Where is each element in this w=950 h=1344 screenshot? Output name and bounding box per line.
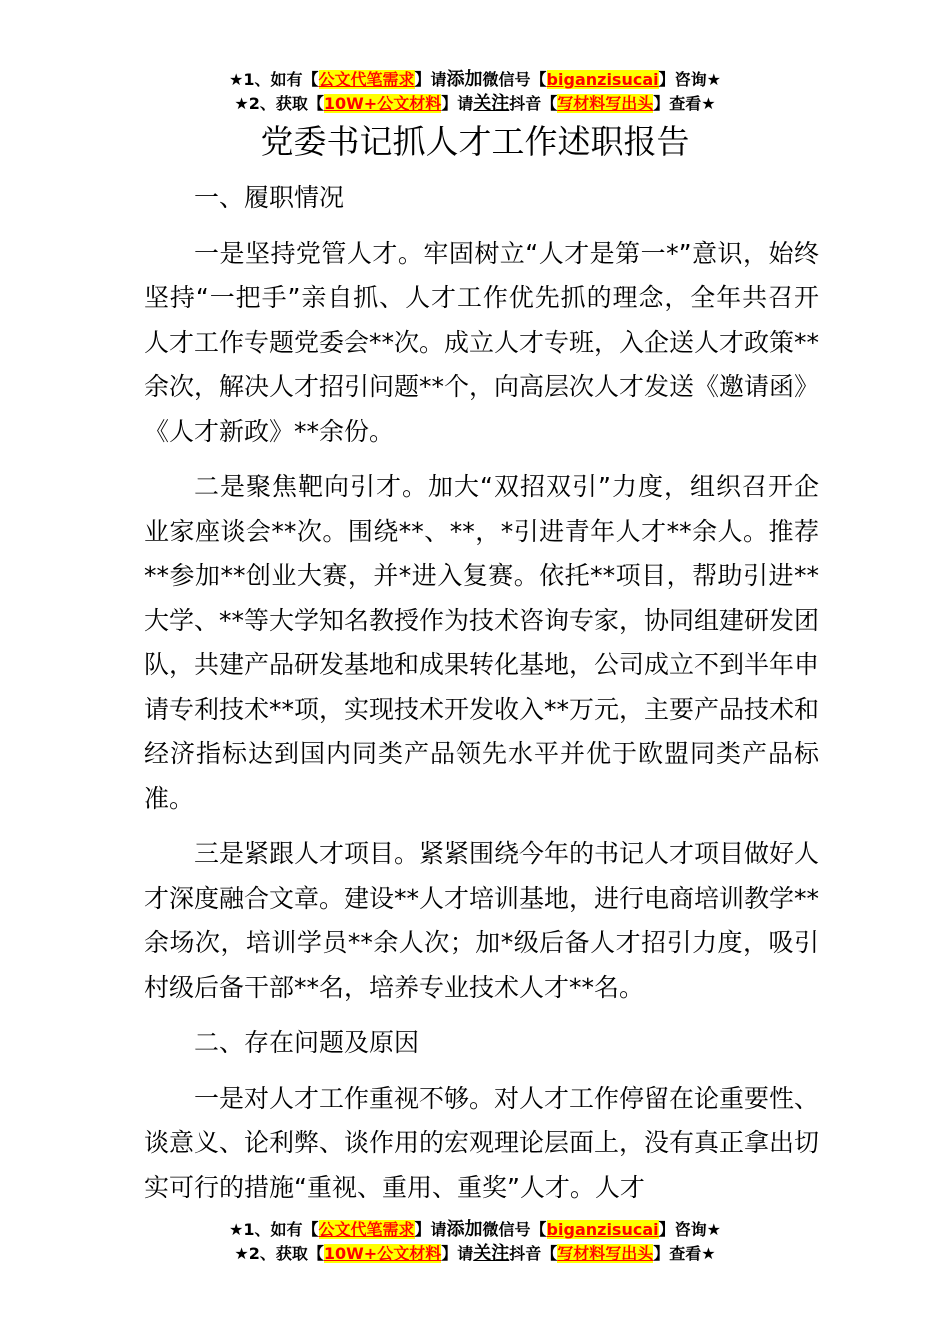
promo-text: 添加 bbox=[446, 69, 483, 90]
promo-text: 】请 bbox=[414, 70, 447, 89]
document-body bbox=[144, 176, 819, 1221]
promo-line-1 bbox=[0, 1218, 950, 1242]
promo-highlight: 10W+公文材料 bbox=[323, 94, 442, 113]
wechat-id: biganzisucai bbox=[546, 1220, 659, 1239]
promo-header bbox=[0, 68, 950, 116]
promo-text: ★2、获取【 bbox=[234, 94, 324, 113]
promo-line-2 bbox=[0, 1242, 950, 1266]
paragraph: 一是对人才工作重视不够。对人才工作停留在论重要性、谈意义、论利弊、谈作用的宏观理论层面上，没有真正拿出切实可行的措施“重视、重用、重奖”人才。人才 bbox=[144, 1083, 820, 1202]
promo-text: 】请 bbox=[441, 94, 474, 113]
douyin-id: 写材料写出头 bbox=[557, 1244, 654, 1263]
promo-text: ★1、如有【 bbox=[229, 1220, 319, 1239]
promo-text: 微信号【 bbox=[482, 70, 547, 89]
promo-text: 】咨询★ bbox=[658, 70, 721, 89]
paragraph: 二是聚焦靶向引才。加大“双招双引”力度，组织召开企业家座谈会**次。围绕**、**，*引进青年人才**余人。推荐**参加**创业大赛，并*进入复赛。依托**项目，帮助引进**大学、**等大学知名教授作为技术咨询专家，协同组建研发团队，共建产品研发基地和成果转化基地，公司成立不到半年申请专利技术**项，实现技术开发收入**万元，主要产品技术和经济指标达到国内同类产品领先水平并优于欧盟同类产品标准。 bbox=[144, 472, 820, 813]
promo-highlight: 公文代笔需求 bbox=[318, 70, 415, 89]
promo-text: 微信号【 bbox=[482, 1220, 547, 1239]
promo-text: 抖音【 bbox=[509, 94, 558, 113]
douyin-id: 写材料写出头 bbox=[557, 94, 654, 113]
promo-line-1 bbox=[0, 68, 950, 92]
promo-text: 关注 bbox=[473, 93, 510, 114]
promo-text: 】请 bbox=[414, 1220, 447, 1239]
promo-text: ★1、如有【 bbox=[229, 70, 319, 89]
promo-highlight: 10W+公文材料 bbox=[323, 1244, 442, 1263]
promo-text: 】查看★ bbox=[653, 1244, 716, 1263]
paragraph: 一是坚持党管人才。牢固树立“人才是第一*”意识，始终坚持“一把手”亲自抓、人才工作优先抓的理念，全年共召开人才工作专题党委会**次。成立人才专班，入企送人才政策**余次，解决人才招引问题**个，向高层次人才发送《邀请函》《人才新政》**余份。 bbox=[144, 238, 820, 446]
promo-text: 】查看★ bbox=[653, 94, 716, 113]
promo-line-2 bbox=[0, 92, 950, 116]
section-heading: 一、履职情况 bbox=[194, 183, 345, 212]
promo-text: 添加 bbox=[446, 1219, 483, 1240]
document-title: 党委书记抓人才工作述职报告 bbox=[260, 122, 690, 161]
wechat-id: biganzisucai bbox=[546, 70, 659, 89]
promo-footer bbox=[0, 1218, 950, 1266]
promo-text: 】请 bbox=[441, 1244, 474, 1263]
promo-text: 】咨询★ bbox=[658, 1220, 721, 1239]
promo-text: ★2、获取【 bbox=[234, 1244, 324, 1263]
promo-text: 关注 bbox=[473, 1243, 510, 1264]
section-heading: 二、存在问题及原因 bbox=[194, 1028, 420, 1057]
paragraph: 三是紧跟人才项目。紧紧围绕今年的书记人才项目做好人才深度融合文章。建设**人才培训基地，进行电商培训教学**余场次，培训学员**余人次；加*级后备人才招引力度，吸引村级后备干部**名，培养专业技术人才**名。 bbox=[144, 839, 820, 1002]
promo-text: 抖音【 bbox=[509, 1244, 558, 1263]
promo-highlight: 公文代笔需求 bbox=[318, 1220, 415, 1239]
